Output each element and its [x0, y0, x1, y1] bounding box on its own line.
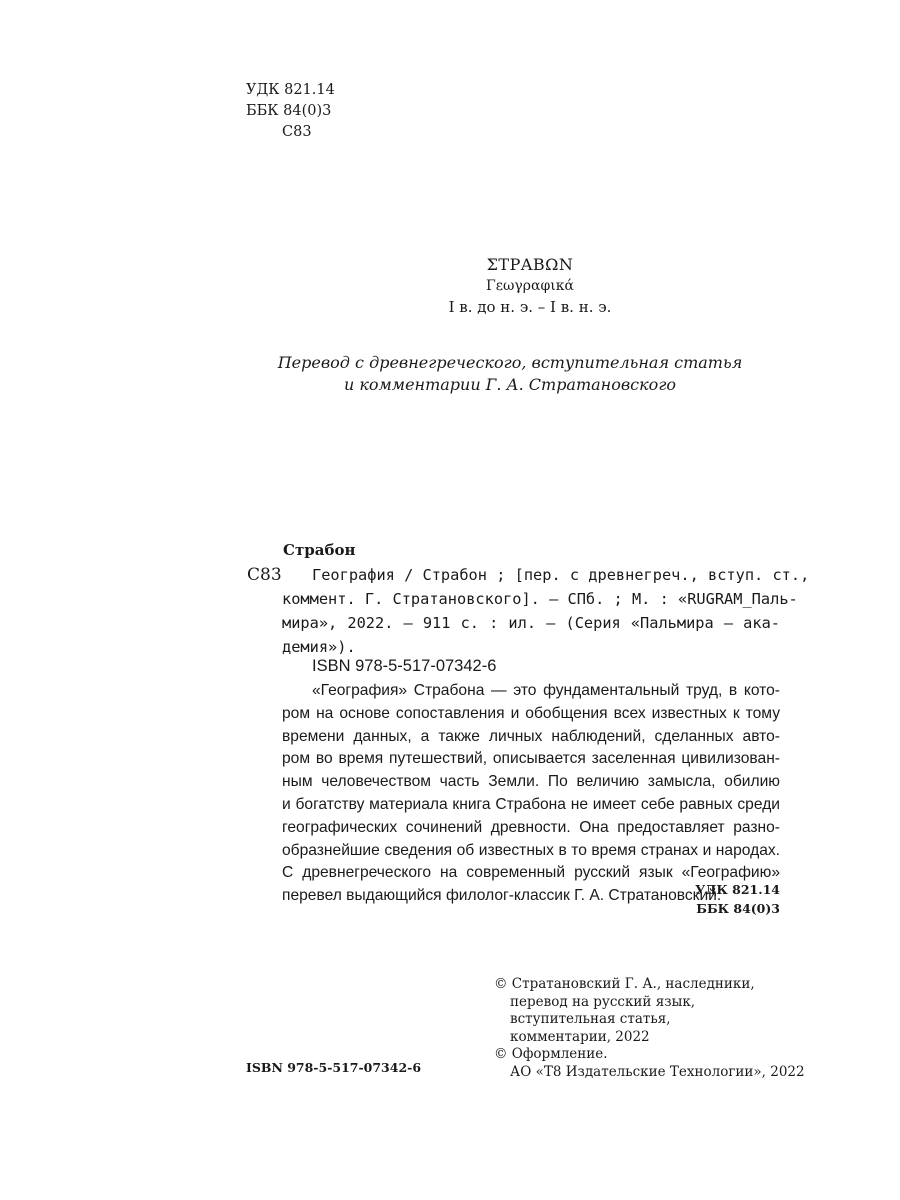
annotation-line: географических сочинений древности. Она предоставляет разно- — [282, 818, 780, 836]
biblio-line: География / Страбон ; [пер. с древнегреч., вступ. ст., — [312, 566, 810, 584]
udk-code: УДК 821.14 — [246, 82, 335, 98]
greek-author-name: ΣΤΡΑΒΩΝ — [486, 255, 574, 274]
copyright-line: перевод на русский язык, — [510, 993, 696, 1010]
translation-line-2: и комментарии Г. А. Стратановского — [343, 375, 677, 394]
bbk-code: ББК 84(0)3 — [246, 103, 332, 119]
classification-codes — [246, 80, 335, 143]
translation-line-1: Перевод с древнегреческого, вступительная статья — [277, 353, 743, 372]
author-cipher: С83 — [282, 124, 312, 140]
annotation-line: времени данных, а также личных наблюдений, сделанных авто- — [282, 727, 780, 745]
catalog-cipher: С83 — [247, 565, 282, 585]
title-block — [300, 254, 760, 318]
copyright-line: АО «Т8 Издательские Технологии», 2022 — [510, 1063, 805, 1080]
translation-credit — [250, 352, 770, 396]
annotation-line: образнейшие сведения об известных в то время странах и народах. — [282, 841, 780, 859]
copyright-line: вступительная статья, — [510, 1011, 671, 1027]
biblio-line: коммент. Г. Стратановского]. — СПб. ; М. : «RUGRAM_Паль- — [282, 590, 798, 608]
annotation-line: С древнегреческого на современный русский язык «Географию» — [282, 864, 780, 882]
annotation-line: ным человечеством часть Земли. По величию замысла, обилию — [282, 773, 780, 791]
isbn-bottom: ISBN 978-5-517-07342-6 — [246, 1060, 422, 1075]
annotation-line: ром на основе сопоставления и обобщения всех известных к тому — [282, 704, 780, 722]
catalog-udk: УДК 821.14 — [695, 882, 780, 897]
biblio-line: мира», 2022. — 911 с. : ил. — (Серия «Пальмира — ака- — [282, 614, 780, 632]
biblio-line: демия»). — [282, 638, 356, 656]
catalog-codes — [560, 880, 780, 918]
bibliographic-description — [282, 563, 810, 659]
copyright-line: © Оформление. — [494, 1046, 608, 1062]
annotation-line: и богатству материала книга Страбона не имеет себе равных среди — [282, 795, 780, 813]
copyright-notice — [494, 976, 805, 1081]
catalog-author: Страбон — [283, 541, 356, 559]
annotation-line: «География» Страбона — это фундаментальный труд, в кото- — [312, 682, 780, 699]
author-dates: I в. до н. э. – I в. н. э. — [448, 298, 612, 316]
annotation-line: перевел выдающийся филолог-классик Г. А. Стратановский. — [282, 887, 722, 905]
catalog-bbk: ББК 84(0)3 — [696, 901, 780, 916]
annotation — [282, 680, 780, 908]
greek-work-title: Γεωγραφικά — [486, 278, 574, 294]
annotation-line: ром во время путешествий, описывается заселенная цивилизован- — [282, 750, 780, 768]
catalog-isbn: ISBN 978-5-517-07342-6 — [312, 657, 497, 675]
copyright-line: комментарии, 2022 — [510, 1028, 650, 1045]
copyright-line: © Стратановский Г. А., наследники, — [494, 976, 755, 992]
